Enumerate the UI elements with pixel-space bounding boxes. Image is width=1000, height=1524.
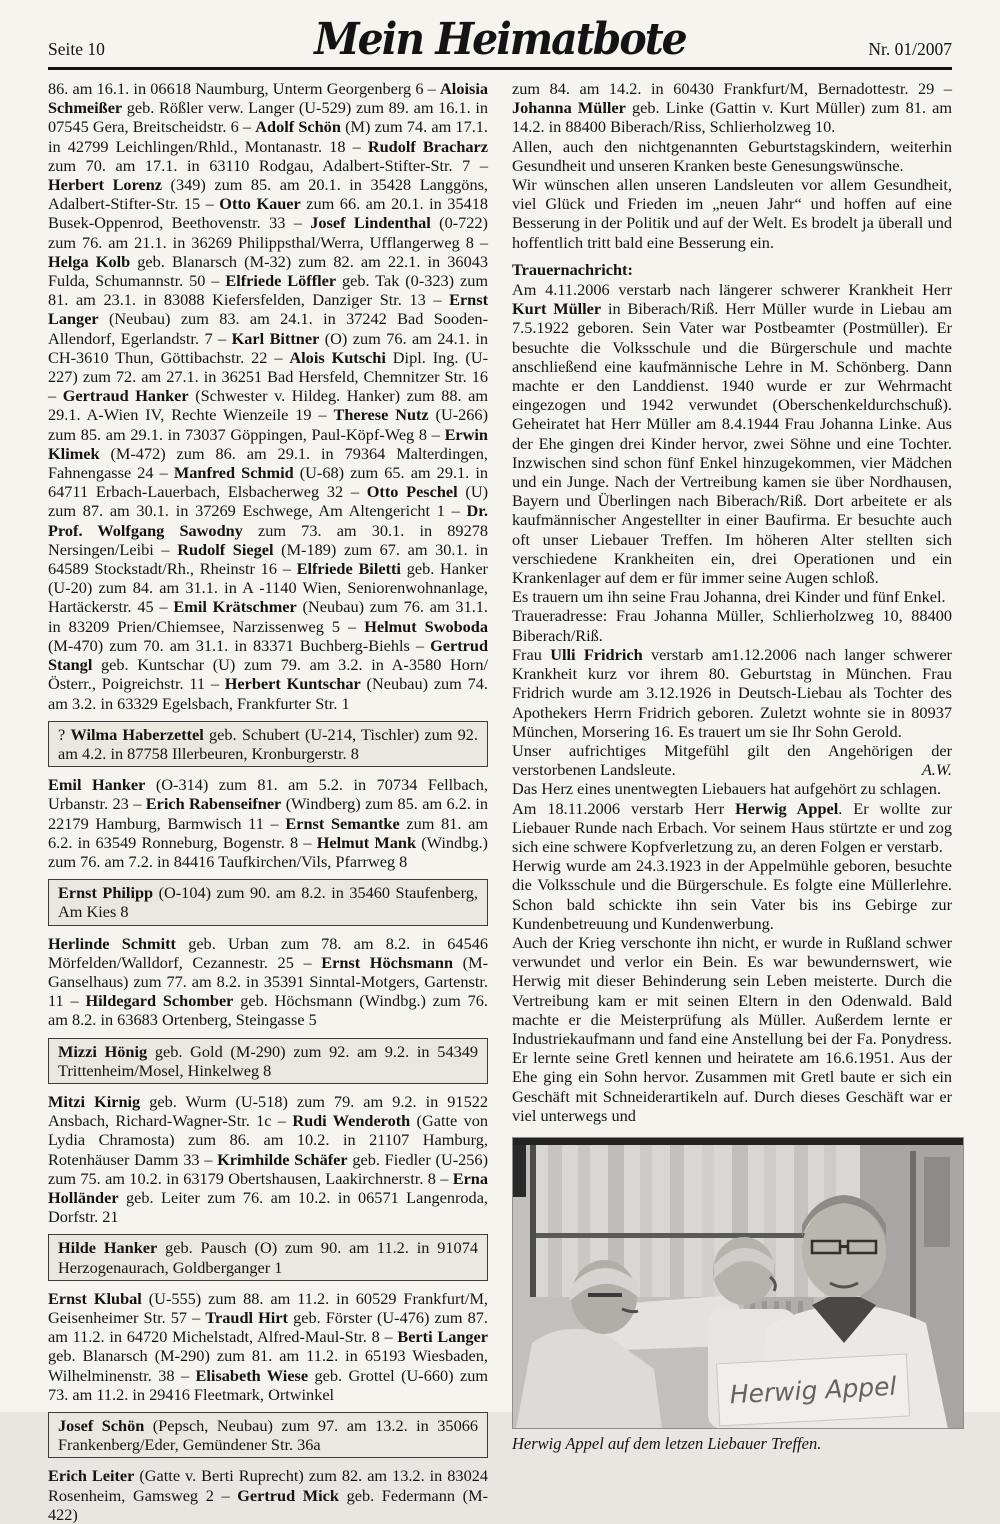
- text-paragraph: Auch der Krieg verschonte ihn nicht, er wurde in Rußland schwer verwundet und verlor ein Bein. Es war bewundernswert, wie Herwig mit dieser Behinderung sein Leben meisterte. Durch die Vertreibung kam er mit seinen Eltern in den Odenwald. Bald machte er die Meisterprüfung als Müller. Außerdem lernte er Industriekaufmann und fand eine Anstellung bei der Fa. Ponydress. Er lernte seine Gretl kennen und heiratete am 16.6.1951. Aus der Ehe ging ein Sohn hervor. Zusammen mit Gretl baute er sich ein Geschäft mit Schneiderartikeln auf. Durch dieses Geschäft war er viel unterwegs und: [512, 932, 952, 1125]
- name-tag-text: Herwig Appel: [729, 1371, 898, 1410]
- two-column-body: [48, 79, 952, 1524]
- text-paragraph: Herlinde Schmitt geb. Urban zum 78. am 8.2. in 64546 Mörfelden/Walldorf, Cezannestr. 25 – Ernst Höchsmann (M-Ganselhaus) zum 77. am 8.2. in 35391 Sinntal-Motgers, Gartenstr. 11 – Hildegard Schomber geb. Höchsmann (Windbg.) zum 76. am 8.2. in 63683 Ortenberg, Steingasse 5: [48, 933, 489, 1030]
- group-photo-image: [512, 1137, 952, 1429]
- text-paragraph: Am 4.11.2006 verstarb nach längerer schwerer Krankheit Herr Kurt Müller in Biberach/Riß. Herr Müller wurde in Liebau am 7.5.1922 geboren. Sein Vater war Postbeamter (Postmüller). Er besuchte die Volksschule und die Bürgerschule und machte anschließend eine kaufmännische Lehre in M. Schönberg. Dann machte er den Landdienst. 1940 wurde er zur Wehrmacht eingezogen und 1942 verwundet (Oberschenkeldurchschuß). Geheiratet hat Herr Müller am 8.4.1944 Frau Johanna Linke. Aus der Ehe gingen drei Kinder hervor, zwei Söhne und eine Tochter. Inzwischen sind schon fünf Enkel hinzugekommen, vier Mädchen und ein Junge. Nach der Vertreibung kamen sie über Nordhausen, Bayern und Überlingen nach Biberach/Riß. Dort arbeitete er als kaufmännischer Angestellter in einer Baufirma. Er besuchte auch oft unser Liebauer Treffen. Im höheren Alter stellten sich verschiedene Krankheiten ein, drei Operationen und ein Krankenlager auf dem er für immer seine Augen schloß.: [512, 280, 953, 588]
- boxed-birthday-entry: Ernst Philipp (O-104) zum 90. am 8.2. in 35460 Staufenberg, Am Kies 8: [48, 879, 488, 925]
- text-paragraph: Traueradresse: Frau Johanna Müller, Schlierholzweg 10, 88400 Biberach/Riß.: [512, 606, 952, 645]
- author-initials: A.W.: [921, 760, 952, 780]
- text-paragraph: Frau Ulli Fridrich verstarb am1.12.2006 nach langer schwerer Krankheit kurz vor ihrem 80. Geburtstag in München. Frau Fridrich wurde am 3.12.1926 in Deutsch-Liebau als Tochter des Apothekers Herrn Fridrich geboren. Zuletzt wohnte sie in 80937 München, Morsering 16. Es trauert um sie Ihr Sohn Gerold.: [512, 644, 952, 741]
- text-paragraph: 86. am 16.1. in 06618 Naumburg, Unterm Georgenberg 6 – Aloisia Schmeißer geb. Rößler verw. Langer (U-529) zum 89. am 16.1. in 07545 Gera, Breitscheidstr. 6 – Adolf Schön (M) zum 74. am 17.1. in 42799 Leichlingen/Rhld., Montanastr. 18 – Rudolf Bracharz zum 70. am 17.1. in 63110 Rodgau, Adalbert-Stifter-Str. 7 – Herbert Lorenz (349) zum 85. am 20.1. in 35428 Langgöns, Adalbert-Stifter-Str. 15 – Otto Kauer zum 66. am 20.1. in 35418 Busek-Oppenrod, Beethovenstr. 33 – Josef Lindenthal (0-722) zum 76. am 21.1. in 36269 Philippsthal/Werra, Ufflangerweg 8 – Helga Kolb geb. Blanarsch (M-32) zum 82. am 22.1. in 36043 Fulda, Schumannstr. 50 – Elfriede Löffler geb. Tak (0-323) zum 81. am 23.1. in 83088 Kiefersfelden, Danziger Str. 13 – Ernst Langer (Neubau) zum 83. am 24.1. in 37242 Bad Sooden-Allendorf, Egerlandstr. 7 – Karl Bittner (O) zum 76. am 24.1. in CH-3610 Thun, Göttibachstr. 22 – Alois Kutschi Dipl. Ing. (U-227) zum 72. am 27.1. in 36251 Bad Hersfeld, Chemnitzer Str. 16 – Gertraud Hanker (Schwester v. Hildeg. Hanker) zum 88. am 29.1. A-Wien IV, Rechte Wienzeile 19 – Therese Nutz (U-266) zum 85. am 29.1. in 73037 Göppingen, Paul-Köpf-Weg 8 – Erwin Klimek (M-472) zum 86. am 29.1. in 79364 Malterdingen, Fahnengasse 24 – Manfred Schmid (U-68) zum 65. am 29.1. in 64711 Erbach-Lauerbach, Elsbacherweg 32 – Otto Peschel (U) zum 87. am 30.1. in 37269 Eschwege, Am Altengericht 1 – Dr. Prof. Wolfgang Sawodny zum 73. am 30.1. in 89278 Nersingen/Leibi – Rudolf Siegel (M-189) zum 67. am 30.1. in 64589 Stockstadt/Rh., Rheinstr 16 – Elfriede Biletti geb. Hanker (U-20) zum 84. am 31.1. in A -1140 Wien, Seniorenwohnanlage, Hartäckerstr. 45 – Emil Krätschmer (Neubau) zum 76. am 31.1. in 83209 Prien/Chiemsee, Narzissenweg 5 – Helmut Swoboda (M-470) zum 70. am 31.1. in 83371 Buchberg-Biehls – Gertrud Stangl geb. Kuntschar (U) zum 79. am 3.2. in A-3580 Horn/Österr., Poigreichstr. 11 – Herbert Kuntschar (Neubau) zum 74. am 3.2. in 63329 Egelsbach, Frankfurter Str. 1: [48, 79, 489, 713]
- photo-caption: Herwig Appel auf dem letzen Liebauer Treffen.: [512, 1433, 822, 1453]
- text-paragraph: Ernst Klubal (U-555) zum 88. am 11.2. in 60529 Frankfurt/M, Geisenheimer Str. 57 – Traudl Hirt geb. Förster (U-476) zum 87. am 11.2. in 64720 Michelstadt, Alfred-Maul-Str. 8 – Berti Langer geb. Blanarsch (M-290) zum 81. am 11.2. in 65193 Wiesbaden, Wilhelminenstr. 38 – Elisabeth Wiese geb. Grottel (U-660) zum 73. am 11.2. in 29416 Fleetmark, Ortwinkel: [48, 1288, 489, 1404]
- text-paragraph: Emil Hanker (O-314) zum 81. am 5.2. in 70734 Fellbach, Urbanstr. 23 – Erich Rabenseifner (Windberg) zum 85. am 6.2. in 22179 Hamburg, Barmwisch 11 – Ernst Semantke zum 81. am 6.2. in 63549 Ronneburg, Bogenstr. 8 – Helmut Mank (Windbg.) zum 76. am 7.2. in 84416 Taufkirchen/Vils, Pfarrweg 8: [48, 775, 489, 871]
- masthead-logo: Mein Heimatbote: [314, 13, 686, 65]
- boxed-birthday-entry: Mizzi Hönig geb. Gold (M-290) zum 92. am 9.2. in 54349 Trittenheim/Mosel, Hinkelweg 8: [48, 1038, 488, 1084]
- left-column: [48, 79, 488, 1524]
- text-paragraph: Am 18.11.2006 verstarb Herr Herwig Appel. Er wollte zur Liebauer Runde nach Erbach. Vor seinem Haus stürtzte er und zog sich eine schwere Kopfverletzung zu, an deren Folgen er verstarb.: [512, 798, 952, 856]
- boxed-birthday-entry: ? Wilma Haberzettel geb. Schubert (U-214, Tischler) zum 92. am 4.2. in 87758 Illerbeuren, Kronburgerstr. 8: [48, 721, 488, 767]
- name-tag: [717, 1354, 910, 1426]
- issue-number-label: Nr. 01/2007: [868, 39, 952, 59]
- boxed-birthday-entry: Josef Schön (Pepsch, Neubau) zum 97. am 13.2. in 35066 Frankenberg/Eder, Gemündener Str. 36a: [48, 1412, 488, 1458]
- section-heading: Trauernachricht:: [512, 259, 633, 279]
- photo-figure: [512, 1137, 952, 1455]
- page-header: [48, 0, 952, 70]
- text-paragraph: zum 84. am 14.2. in 60430 Frankfurt/M, Bernadottestr. 29 – Johanna Müller geb. Linke (Gattin v. Kurt Müller) zum 81. am 14.2. in 88400 Biberach/Riss, Schlierholzweg 10.: [512, 79, 952, 137]
- right-column-text: [512, 79, 952, 1125]
- text-paragraph: Allen, auch den nichtgenannten Geburtstagskindern, weiterhin Gesundheit und unseren Kranken beste Genesungswünsche.: [512, 136, 952, 175]
- text-paragraph: Herwig wurde am 24.3.1923 in der Appelmühle geboren, besuchte die Volksschule und die Bürgerschule. Es folgte eine Müllerlehre. Schon bald schickte ihn sein Vater bis ins Gebirge zur Kundenbetreuung und Kundenwerbung.: [512, 856, 952, 933]
- text-paragraph: Wir wünschen allen unseren Landsleuten vor allem Gesundheit, viel Glück und Frieden im „neuen Jahr“ und hoffen auf eine Besserung in der Politik und auf der Welt. Es brodelt ja überall und hoffentlich tritt bald eine Besserung ein.: [512, 175, 952, 252]
- text-paragraph: Mitzi Kirnig geb. Wurm (U-518) zum 79. am 9.2. in 91522 Ansbach, Richard-Wagner-Str. 1c – Rudi Wenderoth (Gatte von Lydia Chramosta) zum 86. am 10.2. in 21107 Hamburg, Rotenhäuser Damm 33 – Krimhilde Schäfer geb. Fiedler (U-256) zum 75. am 10.2. in 63179 Obertshausen, Laakirchnerstr. 8 – Erna Holländer geb. Leiter zum 76. am 10.2. in 06571 Langenroda, Dorfstr. 21: [48, 1091, 488, 1227]
- right-column: [512, 79, 952, 1524]
- boxed-birthday-entry: Hilde Hanker geb. Pausch (O) zum 90. am 11.2. in 91074 Herzogenaurach, Goldberganger 1: [48, 1234, 488, 1280]
- text-paragraph: Unser aufrichtiges Mitgefühl gilt den Angehörigen der verstorbenen Landsleute. A.W.: [512, 740, 952, 780]
- page-number-label: Seite 10: [48, 39, 105, 59]
- text-paragraph: Erich Leiter (Gatte v. Berti Ruprecht) zum 82. am 13.2. in 83024 Rosenheim, Gamsweg 2 – Gertrud Mick geb. Federmann (M-422): [48, 1466, 488, 1524]
- text-paragraph: Es trauern um ihn seine Frau Johanna, drei Kinder und fünf Enkel.: [512, 587, 946, 607]
- text-paragraph: Das Herz eines unentwegten Liebauers hat aufgehört zu schlagen.: [512, 779, 942, 799]
